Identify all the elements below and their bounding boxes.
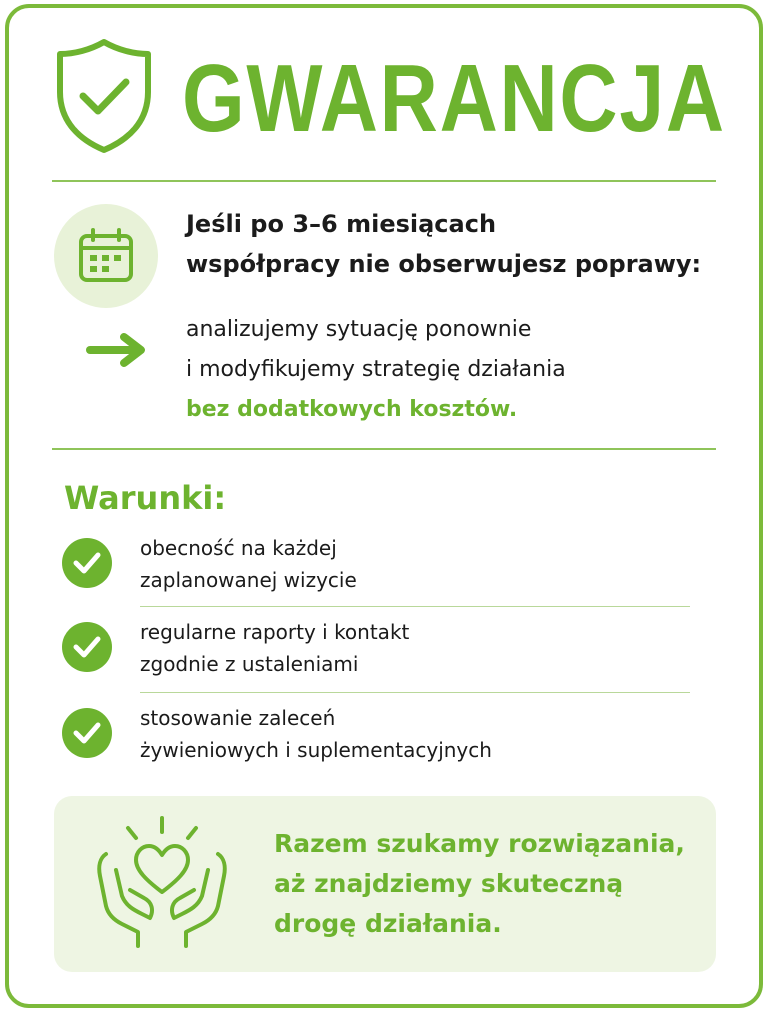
shield-check-icon xyxy=(52,36,156,156)
condition-line: współpracy nie obserwujesz poprawy: xyxy=(186,250,702,278)
list-separator xyxy=(140,692,690,693)
list-item-text xyxy=(140,616,409,680)
action-text xyxy=(186,310,726,430)
footer-line: Razem szukamy rozwiązania, xyxy=(274,829,685,858)
footer-line: aż znajdziemy skuteczną xyxy=(274,869,624,898)
list-item-line: żywieniowych i suplementacyjnych xyxy=(140,738,492,762)
action-line: analizujemy sytuację ponownie xyxy=(186,317,532,342)
action-line: i modyfikujemy strategię działania xyxy=(186,357,566,382)
action-highlight: bez dodatkowych kosztów. xyxy=(186,397,518,422)
conditions-title: Warunki: xyxy=(64,479,227,517)
calendar-badge xyxy=(54,204,158,308)
list-item-line: zgodnie z ustaleniami xyxy=(140,652,359,676)
list-separator xyxy=(140,606,690,607)
divider xyxy=(52,180,716,182)
list-item-line: obecność na każdej xyxy=(140,536,337,560)
check-icon xyxy=(62,622,112,672)
hands-heart-icon xyxy=(92,814,232,954)
arrow-right-icon xyxy=(86,332,148,368)
condition-text xyxy=(186,204,746,284)
list-item-text xyxy=(140,702,492,766)
page-title: GWARANCJA xyxy=(182,45,726,152)
calendar-icon xyxy=(76,226,136,286)
list-item-text xyxy=(140,532,357,596)
list-item-line: zaplanowanej wizycie xyxy=(140,568,357,592)
check-icon xyxy=(62,538,112,588)
footer-message xyxy=(274,824,685,944)
list-item-line: regularne raporty i kontakt xyxy=(140,620,410,644)
footer-panel xyxy=(54,796,716,972)
check-icon xyxy=(62,708,112,758)
condition-line: Jeśli po 3–6 miesiącach xyxy=(186,210,497,238)
footer-line: drogę działania. xyxy=(274,909,502,938)
divider xyxy=(52,448,716,450)
list-item-line: stosowanie zaleceń xyxy=(140,706,336,730)
